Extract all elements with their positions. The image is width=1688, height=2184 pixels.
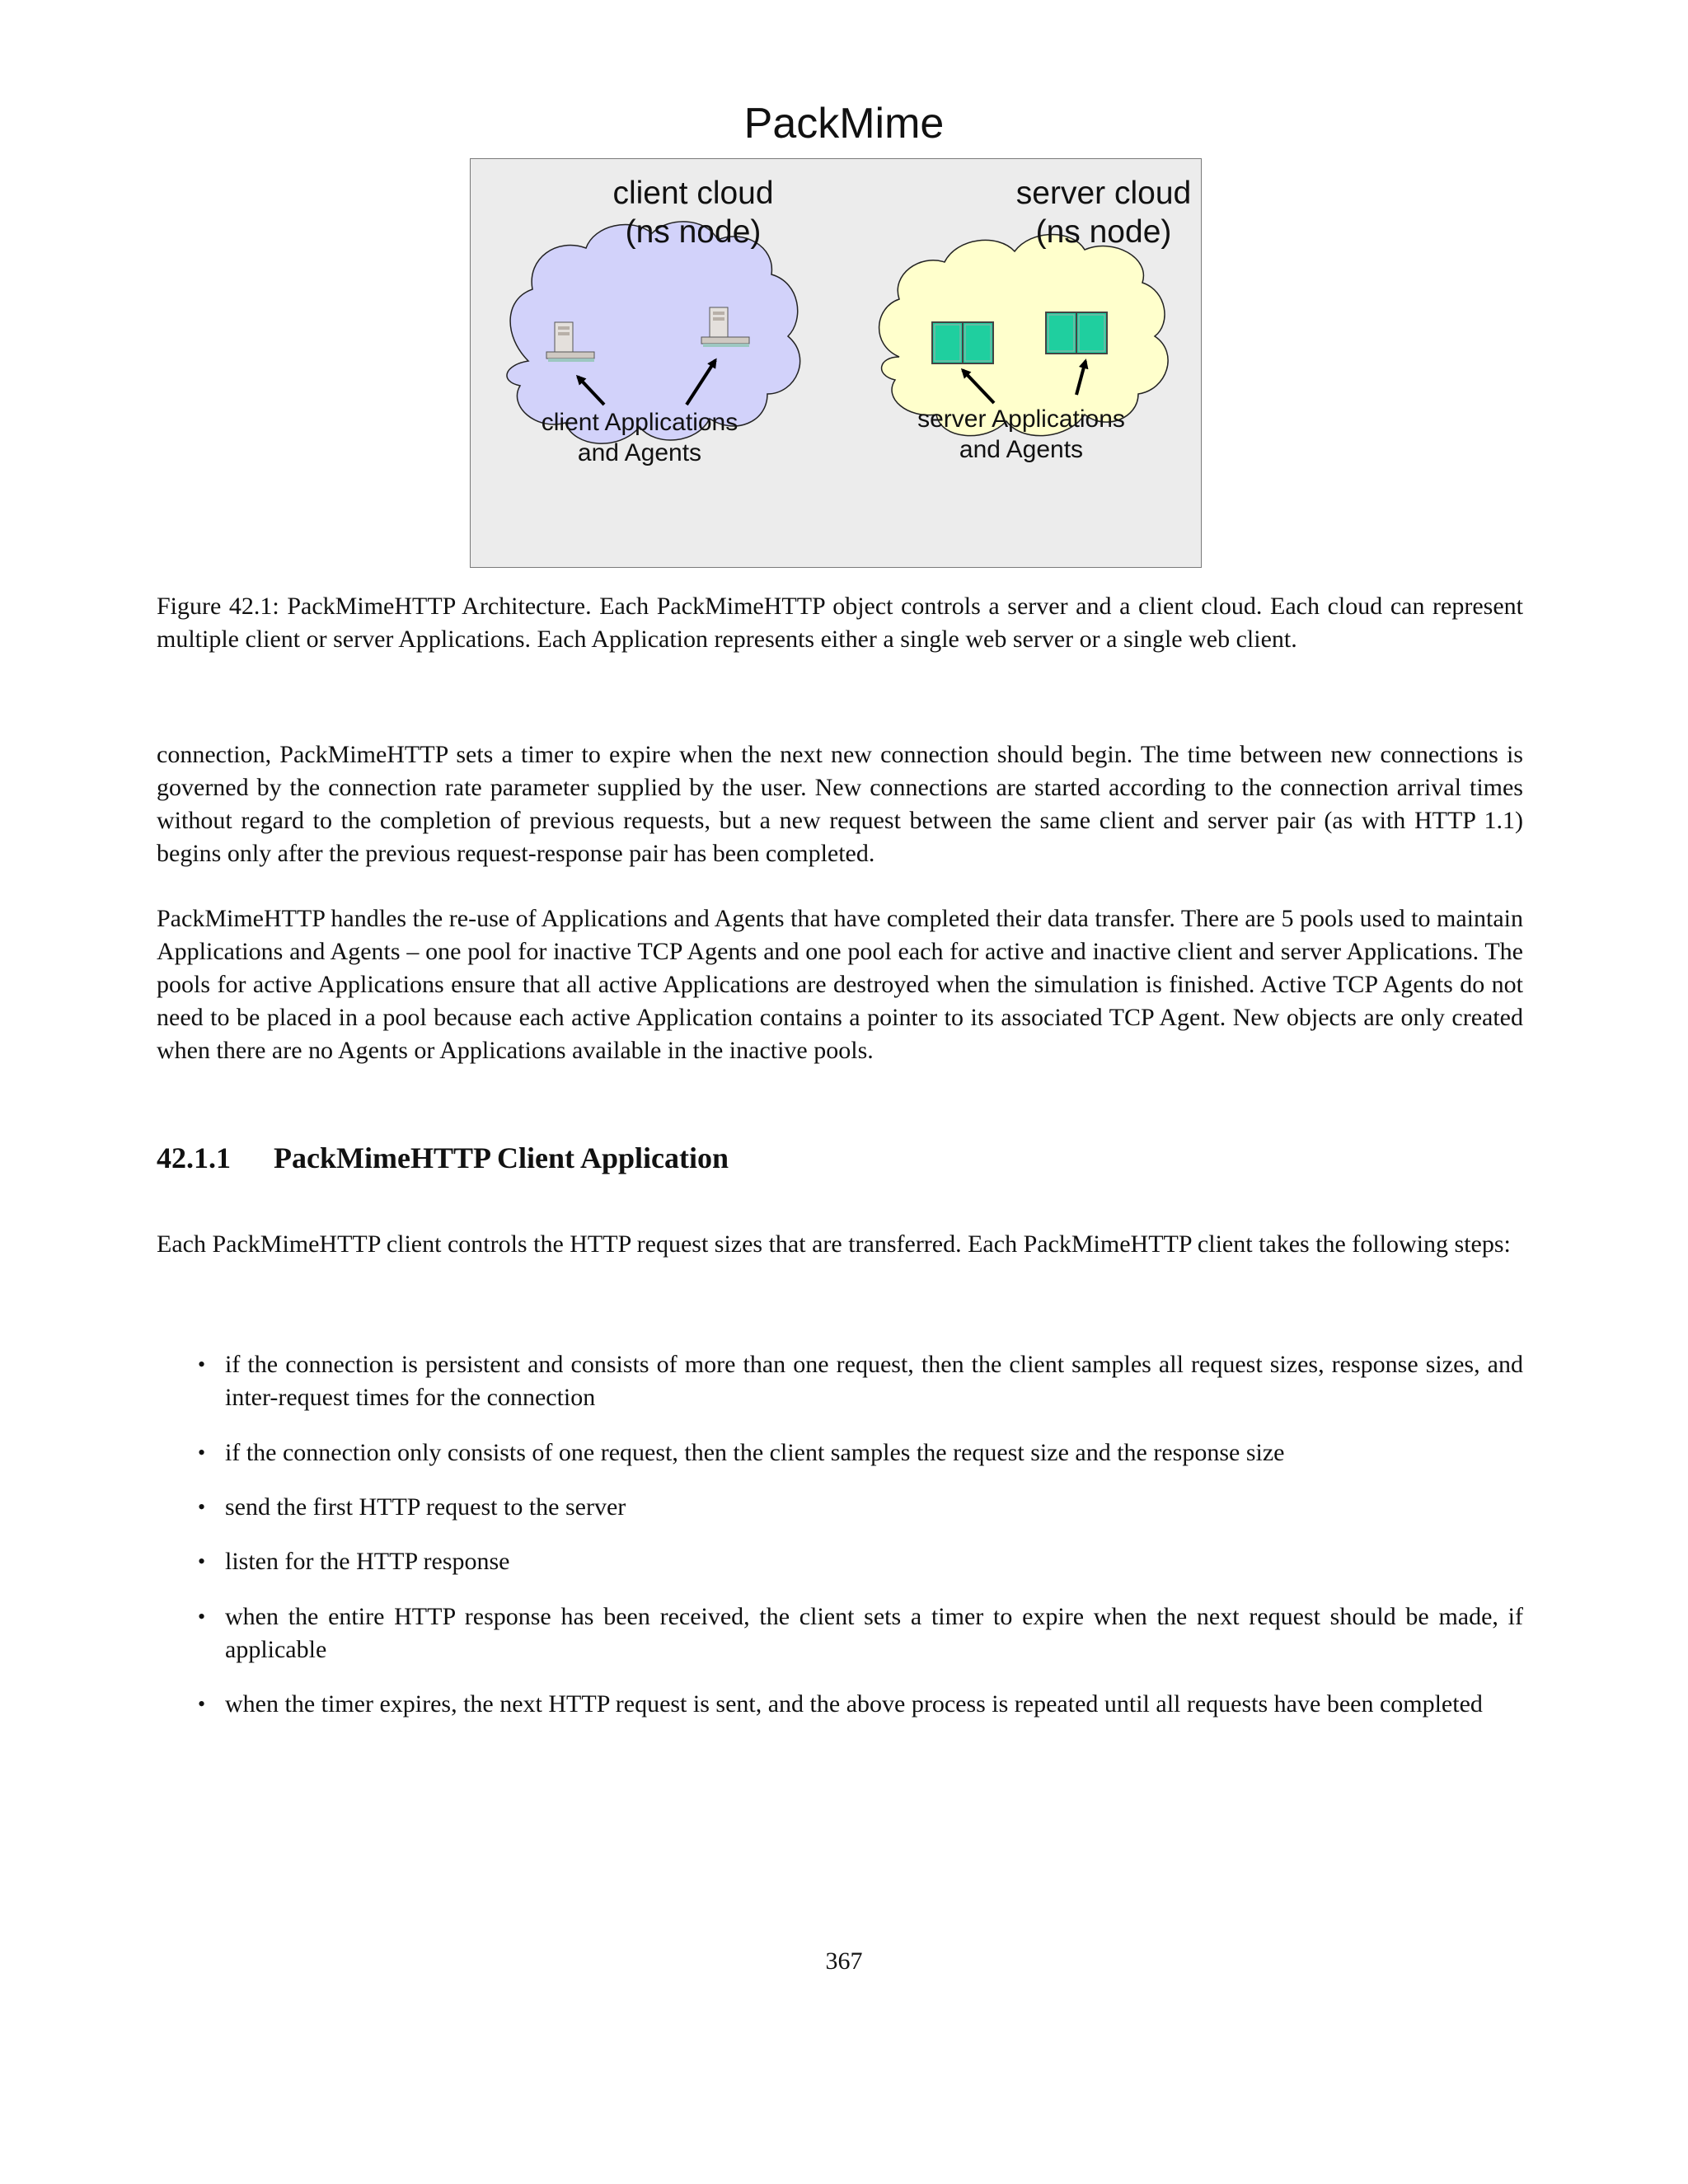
client-cloud-title-line1: client cloud: [612, 176, 774, 211]
client-cloud-title: [545, 174, 842, 251]
client-steps-list: [157, 1348, 1523, 1721]
list-item: [157, 1545, 1523, 1578]
list-item-text: listen for the HTTP response: [225, 1548, 510, 1575]
bullet: •: [198, 1605, 206, 1629]
client-label-line2: and Agents: [577, 439, 702, 466]
list-item-text: when the timer expires, the next HTTP request is sent, and the above process is repeated until all requests have been completed: [225, 1690, 1483, 1718]
figure-title: PackMime: [743, 100, 945, 148]
list-item-text: if the connection is persistent and consists of more than one request, then the client samples all request sizes, response sizes, and inter-request times for the connection: [225, 1351, 1523, 1411]
server-label-line2: and Agents: [959, 436, 1084, 463]
body-paragraph: PackMimeHTTP handles the re-use of Applications and Agents that have completed their data transfer. There are 5 pools used to maintain Applications and Agents – one pool for inactive TCP Agents and one pool each for active and inactive client and server Applications. The pools for active Applications ensure that all active Applications are destroyed when the simulation is finished. Active TCP Agents do not need to be placed in a pool because each active Application contains a pointer to its associated TCP Agent. New objects are only created when there are no Agents or Applications available in the inactive pools.: [157, 905, 1523, 1064]
body-paragraph: connection, PackMimeHTTP sets a timer to expire when the next new connection should begin. The time between new connections is governed by the connection rate parameter supplied by the user. New connections are started according to the connection arrival times without regard to the completion of previous requests, but a new request between the same client and server pair (as with HTTP 1.1) begins only after the previous request-response pair has been completed.: [157, 741, 1523, 867]
bullet: •: [198, 1692, 206, 1716]
architecture-diagram: [470, 158, 1202, 568]
section-intro: Each PackMimeHTTP client controls the HTTP request sizes that are transferred. Each PackMimeHTTP client takes the following steps:: [157, 1230, 1511, 1258]
list-item: [157, 1601, 1523, 1666]
list-item: [157, 1491, 1523, 1524]
server-icon: [1046, 312, 1107, 354]
list-item-text: when the entire HTTP response has been received, the client sets a timer to expire when the next request should be made, if applicable: [225, 1603, 1523, 1663]
section-number: 42.1.1: [157, 1141, 231, 1174]
list-item-text: if the connection only consists of one request, then the client samples the request size and the response size: [225, 1439, 1285, 1466]
list-item: [157, 1688, 1523, 1721]
server-label-line1: server Applications: [917, 405, 1125, 433]
section-heading: [157, 1139, 729, 1177]
figure-caption: Figure 42.1: PackMimeHTTP Architecture. Each PackMimeHTTP object controls a server and a client cloud. Each cloud can represent multiple client or server Applications. Each Application represents either a single web server or a single web client.: [157, 593, 1523, 653]
section-title: PackMimeHTTP Client Application: [274, 1141, 729, 1174]
client-cloud-title-line2: (ns node): [625, 214, 762, 250]
page-number: 367: [825, 1947, 863, 1975]
server-cloud-title-line2: (ns node): [1035, 214, 1172, 250]
server-icon: [932, 322, 993, 363]
list-item-text: send the first HTTP request to the server: [225, 1493, 626, 1521]
server-cloud-title: [955, 174, 1252, 251]
list-item: [157, 1436, 1523, 1469]
bullet: •: [198, 1495, 206, 1519]
server-cloud-title-line1: server cloud: [1015, 176, 1192, 211]
bullet: •: [198, 1441, 206, 1465]
client-label-line1: client Applications: [541, 409, 738, 436]
bullet: •: [198, 1352, 206, 1376]
list-item: [157, 1348, 1523, 1414]
bullet: •: [198, 1549, 206, 1573]
